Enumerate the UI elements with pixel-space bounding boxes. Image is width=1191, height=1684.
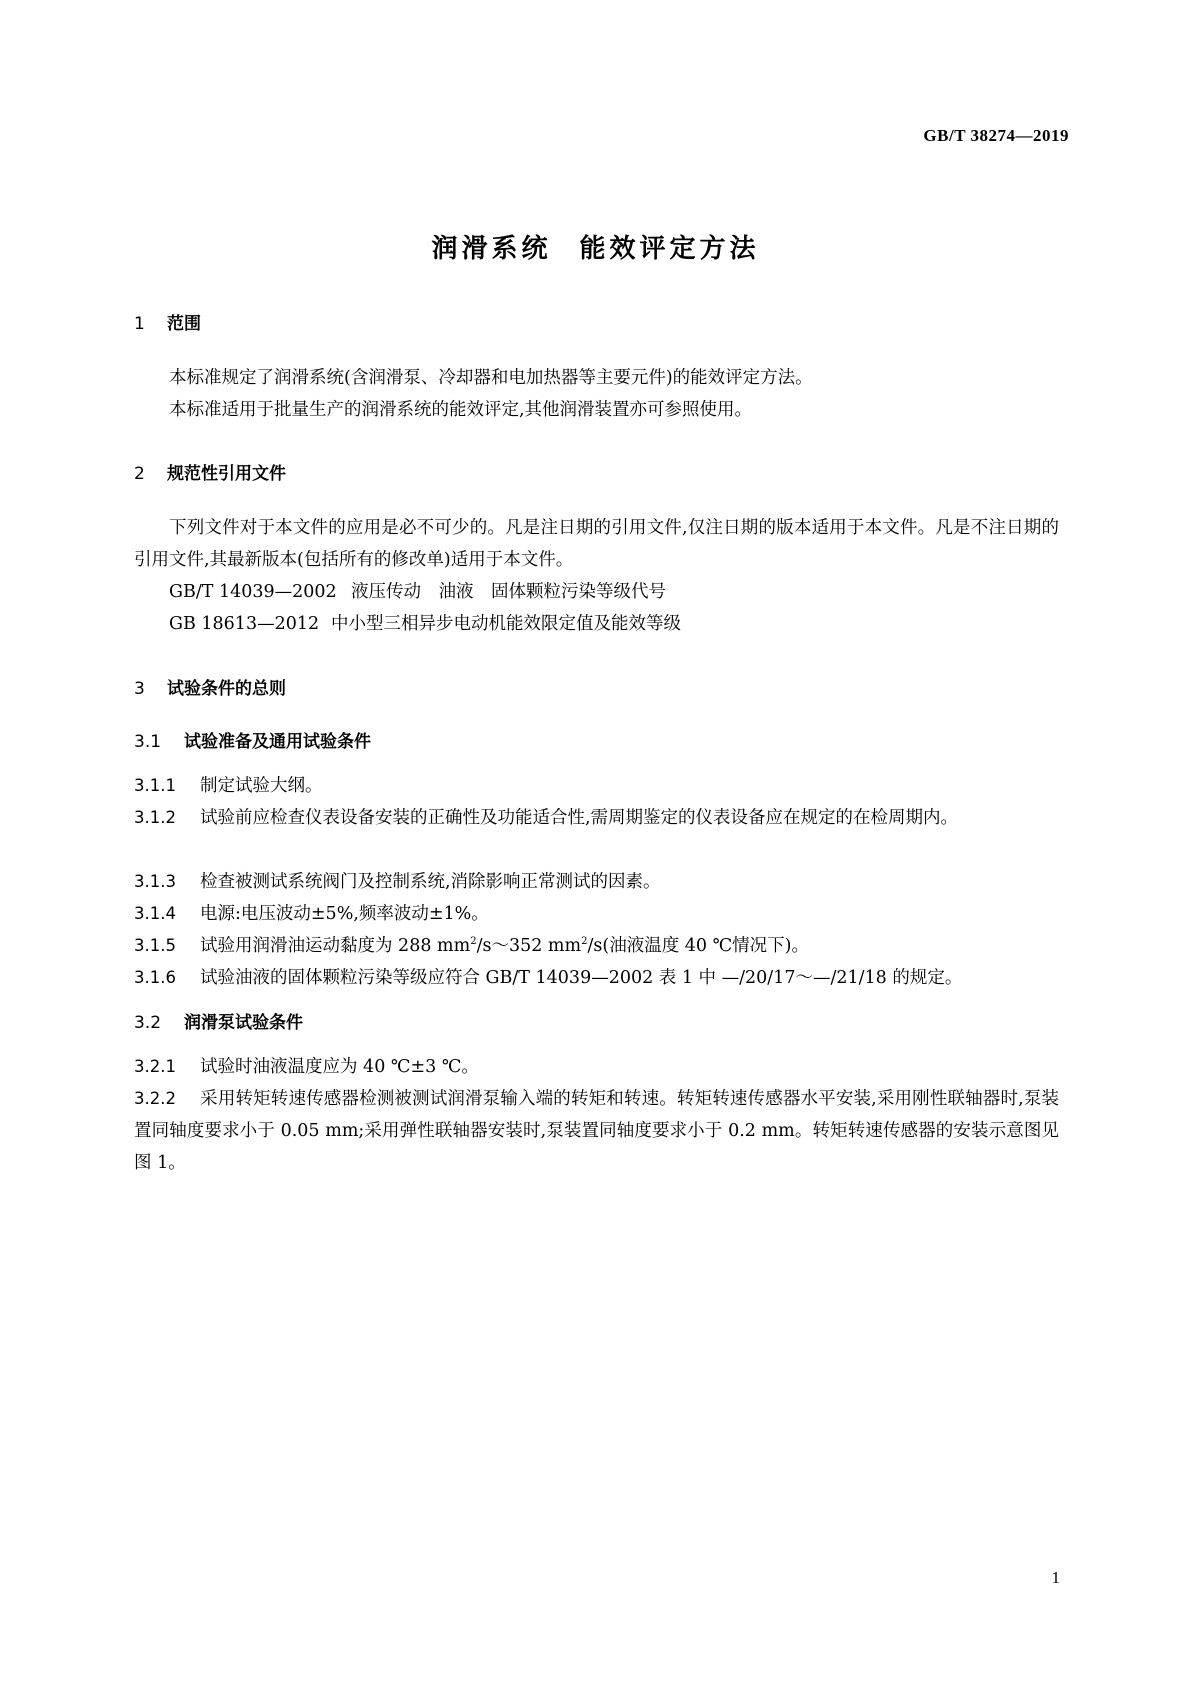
section-number: 2: [134, 464, 145, 484]
superscript: 2: [470, 936, 477, 947]
clause-3-1-3: [134, 866, 1059, 898]
clause-text: 试验前应检查仪表设备安装的正确性及功能适合性,需周期鉴定的仪表设备应在规定的在检周期内。: [200, 808, 959, 828]
clause-number: 3.1.3: [134, 872, 176, 891]
page-number: 1: [1051, 1568, 1060, 1587]
clause-3-1-2: [134, 802, 1059, 834]
clause-3-1-4: [134, 898, 1059, 930]
section-1-paragraph: 本标准规定了润滑系统(含润滑泵、冷却器和电加热器等主要元件)的能效评定方法。: [169, 368, 813, 388]
title-part1: 润滑系统: [431, 234, 552, 264]
clause-text-a: 试验用润滑油运动黏度为 288 mm: [200, 936, 471, 956]
subsection-title: 润滑泵试验条件: [184, 1013, 303, 1033]
section-2-intro: 下列文件对于本文件的应用是必不可少的。凡是注日期的引用文件,仅注日期的版本适用于本文件。凡是不注日期的引用文件,其最新版本(包括所有的修改单)适用于本文件。: [134, 518, 1059, 570]
clause-text: 采用转矩转速传感器检测被测试润滑泵输入端的转矩和转速。转矩转速传感器水平安装,采用刚性联轴器时,泵装置同轴度要求小于 0.05 mm;采用弹性联轴器安装时,泵装置同轴度要求小于 0.2 mm。转矩转速传感器的安装示意图见图 1。: [134, 1089, 1059, 1173]
clause-3-1-1: [134, 770, 1059, 802]
clause-text-b: /s～352 mm: [476, 936, 582, 956]
reference-item: [134, 576, 1094, 608]
clause-3-1-5: [134, 930, 1059, 962]
section-number: 1: [134, 314, 145, 334]
section-number: 3: [134, 679, 145, 699]
reference-title: 液压传动 油液 固体颗粒污染等级代号: [351, 582, 666, 602]
section-3-heading: [134, 674, 1059, 699]
document-title: [0, 228, 1191, 265]
clause-number: 3.1.5: [134, 936, 176, 955]
reference-code: GB/T 14039—2002: [169, 582, 337, 602]
reference-title: 中小型三相异步电动机能效限定值及能效等级: [331, 614, 681, 634]
clause-3-2-1: [134, 1051, 1059, 1083]
section-1-paragraph: 本标准适用于批量生产的润滑系统的能效评定,其他润滑装置亦可参照使用。: [169, 400, 753, 420]
clause-3-2-2: [134, 1083, 1059, 1179]
subsection-number: 3.1: [134, 732, 162, 752]
subsection-title: 试验准备及通用试验条件: [184, 732, 371, 752]
clause-number: 3.1.6: [134, 968, 176, 987]
reference-code: GB 18613—2012: [169, 614, 320, 634]
section-2-heading: [134, 459, 1059, 484]
subsection-number: 3.2: [134, 1013, 162, 1033]
section-title: 规范性引用文件: [167, 464, 286, 484]
clause-number: 3.1.4: [134, 904, 176, 923]
clause-text: 电源:电压波动±5%,频率波动±1%。: [200, 904, 489, 924]
section-1-heading: [134, 309, 1059, 334]
clause-text: 试验时油液温度应为 40 ℃±3 ℃。: [200, 1057, 479, 1077]
subsection-3-1-heading: [134, 727, 1059, 752]
reference-item: [134, 608, 1094, 640]
clause-number: 3.2.2: [134, 1089, 176, 1108]
standard-number: GB/T 38274—2019: [923, 126, 1069, 145]
superscript: 2: [581, 936, 588, 947]
clause-text: 试验油液的固体颗粒污染等级应符合 GB/T 14039—2002 表 1 中 —/20/17～—/21/18 的规定。: [200, 968, 963, 988]
clause-text: 制定试验大纲。: [200, 776, 323, 796]
clause-number: 3.1.1: [134, 776, 176, 795]
clause-text-c: /s(油液温度 40 ℃情况下)。: [587, 936, 810, 956]
title-part2: 能效评定方法: [579, 234, 760, 264]
section-title: 试验条件的总则: [167, 679, 286, 699]
clause-text: 检查被测试系统阀门及控制系统,消除影响正常测试的因素。: [200, 872, 661, 892]
subsection-3-2-heading: [134, 1008, 1059, 1033]
clause-number: 3.1.2: [134, 808, 176, 827]
clause-number: 3.2.1: [134, 1057, 176, 1076]
clause-3-1-6: [134, 962, 1059, 994]
section-title: 范围: [167, 314, 201, 334]
